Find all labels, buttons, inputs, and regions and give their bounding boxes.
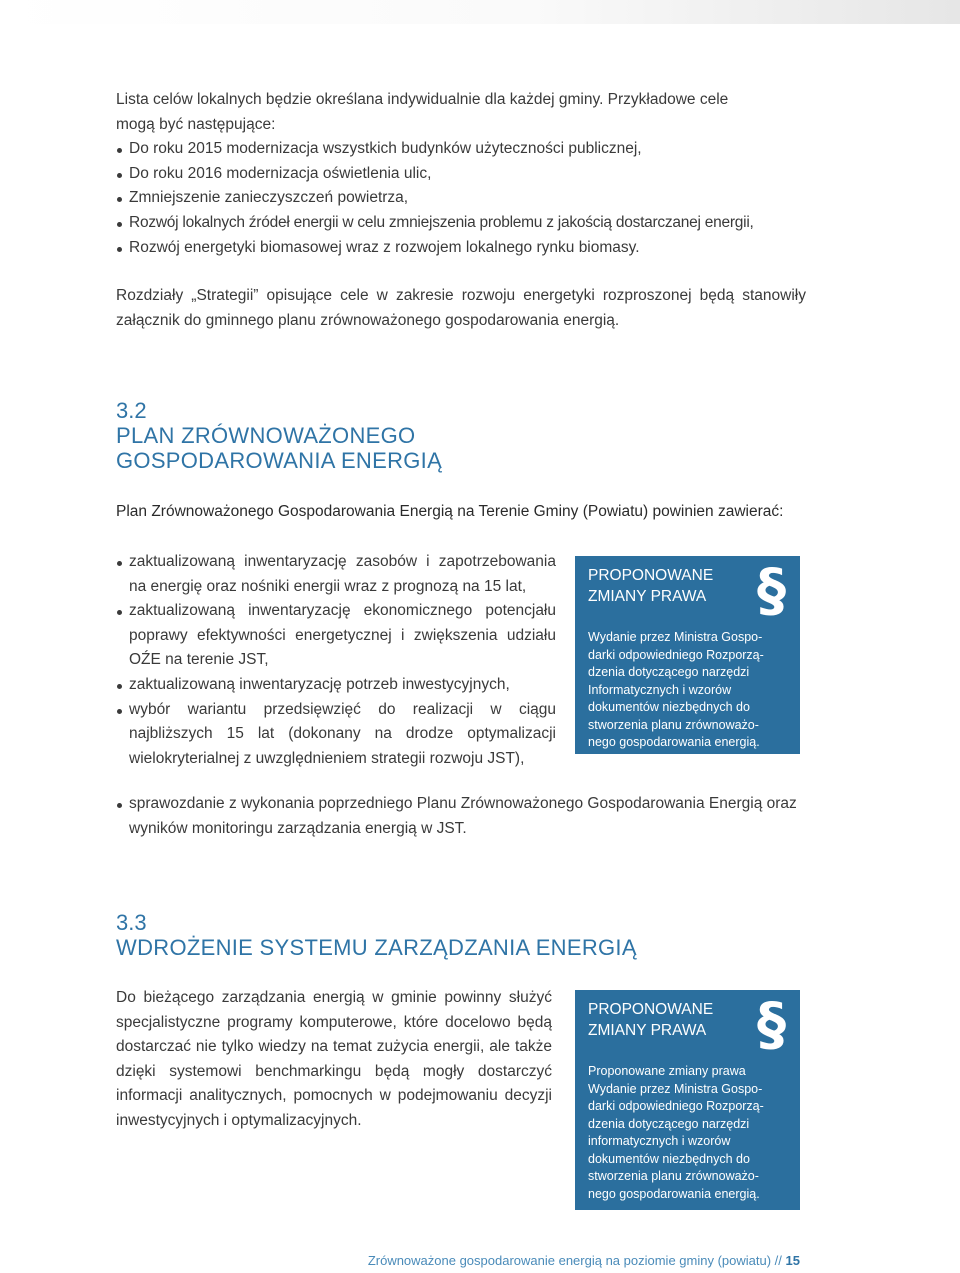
intro-paragraph-line1: Lista celów lokalnych będzie określana indywidualnie dla każdej gminy. Przykładowe cele <box>116 91 729 108</box>
list-item: Zmniejszenie zanieczyszczeń powietrza, <box>116 186 806 211</box>
goals-list <box>116 137 806 260</box>
section-title: WDROŻENIE SYSTEMU ZARZĄDZANIA ENERGIĄ <box>116 935 637 960</box>
section-number: 3.2 <box>116 398 147 423</box>
list-item: Rozwój lokalnych źródeł energii w celu zmniejszenia problemu z jakością dostarczanej energii, <box>116 211 806 236</box>
list-item: zaktualizowaną inwentaryzację ekonomicznego potencjału poprawy efektywności energetycznej i zwiększenia udziału OŹE na terenie JST, <box>116 599 556 673</box>
list-item: zaktualizowaną inwentaryzację zasobów i zapotrzebowania na energię oraz nośniki energii wraz z prognozą na 15 lat, <box>116 550 556 599</box>
footer-title: Zrównoważone gospodarowanie energią na poziomie gminy (powiatu) <box>367 1253 772 1268</box>
section-title-line1: PLAN ZRÓWNOWAŻONEGO <box>116 423 416 448</box>
section-3-3-heading <box>116 910 806 960</box>
proposed-law-changes-box <box>575 556 800 754</box>
box-heading: PROPONOWANE ZMIANY PRAWA <box>588 1001 714 1039</box>
section-3-2-lead <box>116 500 806 525</box>
list-item: Do roku 2015 modernizacja wszystkich budynków użyteczności publicznej, <box>116 137 806 162</box>
footer-separator: // <box>774 1253 782 1268</box>
list-item: sprawozdanie z wykonania poprzedniego Planu Zrównoważonego Gospodarowania Energią oraz wyników monitoringu zarządzania energią w JST. <box>116 792 806 841</box>
paragraph-sign-icon: § <box>757 556 786 624</box>
list-item: Rozwój energetyki biomasowej wraz z rozwojem lokalnego rynku biomasy. <box>116 236 806 261</box>
section-number: 3.3 <box>116 910 147 935</box>
box-heading: PROPONOWANE ZMIANY PRAWA <box>588 567 714 605</box>
box-body: Wydanie przez Ministra Gospo- darki odpowiedniego Rozporzą- dzenia dotyczącego narzędzi Informatycznych i wzorów dokumentów niezbędnych do stworzenia planu zrównoważo- nego gospodarowania energią. <box>588 630 764 749</box>
plan-contents-list-wide <box>116 792 806 841</box>
box-body: Proponowane zmiany prawa Wydanie przez Ministra Gospo- darki odpowiedniego Rozporzą- dzenia dotyczącego narzędzi informatycznych i wzorów dokumentów niezbędnych do stworzenia planu zrównoważo- nego gospodarowania energią. <box>588 1064 764 1201</box>
paragraph-sign-icon: § <box>757 990 786 1058</box>
list-item: wybór wariantu przedsięwzięć do realizacji w ciągu najbliższych 15 lat (dokonany na drodze optymalizacji wielokryterialnej z uwzględnieniem strategii rozwoju JST), <box>116 698 556 772</box>
page-footer <box>368 1253 800 1268</box>
list-item: zaktualizowaną inwentaryzację potrzeb inwestycyjnych, <box>116 673 556 698</box>
list-item: Do roku 2016 modernizacja oświetlenia ulic, <box>116 162 806 187</box>
section-3-2-heading <box>116 398 806 473</box>
proposed-law-changes-box <box>575 990 800 1210</box>
section-title-line2: GOSPODAROWANIA ENERGIĄ <box>116 448 443 473</box>
plan-lead-paragraph: Plan Zrównoważonego Gospodarowania Energią na Terenie Gminy (Powiatu) powinien zawierać: <box>116 503 784 520</box>
intro-paragraph-line2: mogą być następujące: <box>116 115 276 133</box>
top-gradient-bar <box>0 0 960 24</box>
section-3-3-body <box>116 986 552 1134</box>
strategy-paragraph: Rozdziały „Strategii” opisujące cele w zakresie rozwoju energetyki rozproszonej będą stanowiły załącznik do gminnego planu zrównoważonego gospodarowania energią. <box>116 287 806 329</box>
page-number: 15 <box>785 1253 800 1268</box>
plan-contents-list-narrow <box>116 550 556 771</box>
energy-management-paragraph: Do bieżącego zarządzania energią w gminie powinny służyć specjalistyczne programy komputerowe, które docelowo będą dostarczać nie tylko wiedzy na temat zużycia energii, ale także dzięki systemowi benchmarkingu będą mogły dostarczyć informacji analitycznych, pomocnych w podejmowaniu decyzji inwestycyjnych i optymalizacyjnych. <box>116 989 552 1129</box>
intro-section <box>116 88 806 333</box>
